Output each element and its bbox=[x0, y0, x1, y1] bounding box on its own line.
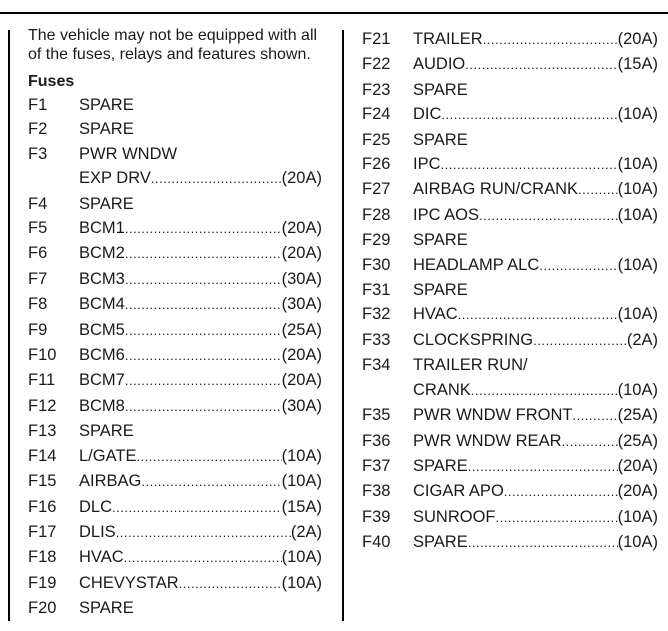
dot-leader bbox=[479, 204, 618, 228]
dot-leader bbox=[151, 167, 282, 191]
fuse-name: IPC AOS bbox=[413, 205, 480, 224]
fuse-description bbox=[79, 495, 322, 520]
fuse-name: BCM1 bbox=[79, 219, 125, 238]
fuse-row bbox=[28, 368, 322, 393]
fuse-description bbox=[79, 318, 322, 343]
fuse-description bbox=[79, 419, 322, 443]
fuse-amperage: (25A) bbox=[617, 406, 658, 425]
fuse-code: F30 bbox=[362, 255, 391, 274]
fuse-list-right bbox=[362, 27, 658, 556]
fuse-name: SPARE bbox=[79, 120, 134, 139]
dot-leader bbox=[125, 268, 282, 292]
fuse-row bbox=[28, 571, 322, 596]
fuse-code: F8 bbox=[28, 295, 48, 314]
left-column bbox=[28, 27, 322, 621]
fuse-line bbox=[79, 571, 322, 596]
fuse-row bbox=[28, 318, 322, 343]
fuse-description bbox=[413, 253, 658, 278]
fuse-description bbox=[79, 520, 322, 545]
fuse-description bbox=[413, 177, 658, 202]
fuse-name: CIGAR APO bbox=[413, 482, 504, 501]
fuse-amperage: (10A) bbox=[617, 255, 658, 274]
fuse-name: DLC bbox=[79, 497, 113, 516]
fuse-line bbox=[413, 479, 658, 504]
dot-leader bbox=[441, 153, 618, 177]
fuse-amperage: (10A) bbox=[617, 533, 658, 552]
column-divider bbox=[342, 30, 344, 621]
fuse-amperage: (10A) bbox=[281, 472, 322, 491]
fuse-row bbox=[362, 177, 658, 202]
fuse-name: SPARE bbox=[79, 599, 134, 618]
fuse-description bbox=[79, 394, 322, 419]
fuse-line bbox=[79, 292, 322, 317]
fuse-row bbox=[362, 505, 658, 530]
fuse-code: F2 bbox=[28, 120, 48, 139]
fuse-row bbox=[362, 203, 658, 228]
fuse-line bbox=[413, 102, 658, 127]
fuse-description bbox=[79, 142, 322, 192]
fuse-description bbox=[79, 469, 322, 494]
dot-leader bbox=[572, 404, 617, 428]
fuse-line bbox=[79, 545, 322, 570]
fuse-name: SPARE bbox=[413, 130, 468, 149]
fuse-line bbox=[79, 192, 322, 216]
fuse-code: F21 bbox=[362, 30, 391, 48]
fuse-row bbox=[362, 27, 658, 52]
fuse-code: F15 bbox=[28, 472, 57, 491]
fuse-line bbox=[79, 394, 322, 419]
fuse-description bbox=[79, 343, 322, 368]
fuse-line bbox=[79, 216, 322, 241]
fuse-line bbox=[413, 403, 658, 428]
dot-leader bbox=[441, 103, 617, 127]
fuse-name: SPARE bbox=[79, 194, 134, 213]
fuse-row bbox=[28, 93, 322, 117]
fuse-amperage: (20A) bbox=[281, 219, 322, 238]
fuse-description bbox=[79, 241, 322, 266]
fuse-row bbox=[362, 78, 658, 102]
fuse-line bbox=[413, 203, 658, 228]
dot-leader bbox=[125, 293, 282, 317]
dot-leader bbox=[125, 395, 282, 419]
fuse-amperage: (30A) bbox=[281, 269, 322, 288]
fuse-name: TRAILER bbox=[413, 30, 483, 48]
fuse-name: BCM2 bbox=[79, 244, 125, 263]
fuse-name: PWR WNDW bbox=[79, 144, 178, 163]
fuse-name: SPARE bbox=[413, 281, 468, 300]
fuse-code: F14 bbox=[28, 446, 57, 465]
fuse-description bbox=[413, 152, 658, 177]
fuse-amperage: (10A) bbox=[617, 105, 658, 124]
fuse-row bbox=[362, 530, 658, 555]
fuse-description bbox=[79, 596, 322, 620]
right-column bbox=[362, 27, 658, 556]
fuse-line bbox=[413, 353, 658, 377]
fuse-amperage: (15A) bbox=[281, 497, 322, 516]
fuse-name: BCM4 bbox=[79, 295, 125, 314]
top-rule bbox=[0, 12, 668, 14]
fuse-description bbox=[413, 429, 658, 454]
fuse-line bbox=[413, 378, 658, 403]
fuse-row bbox=[362, 328, 658, 353]
dot-leader bbox=[539, 254, 617, 278]
dot-leader bbox=[468, 455, 618, 479]
fuse-code: F29 bbox=[362, 231, 391, 250]
dot-leader bbox=[136, 445, 281, 469]
fuse-description bbox=[413, 353, 658, 403]
fuse-description bbox=[79, 216, 322, 241]
fuse-name: SPARE bbox=[79, 96, 134, 114]
fuse-code: F7 bbox=[28, 269, 48, 288]
fuse-row bbox=[362, 52, 658, 77]
fuse-amperage: (10A) bbox=[617, 380, 658, 399]
fuse-amperage: (2A) bbox=[626, 330, 658, 349]
fuse-name: CLOCKSPRING bbox=[413, 330, 534, 349]
fuse-line bbox=[79, 419, 322, 443]
intro-note: The vehicle may not be equipped with all of the fuses, relays and features shown. bbox=[28, 27, 318, 63]
dot-leader bbox=[125, 369, 282, 393]
fuse-code: F32 bbox=[362, 305, 391, 324]
fuse-row bbox=[28, 545, 322, 570]
fuse-code: F33 bbox=[362, 330, 391, 349]
fuse-name: BCM6 bbox=[79, 346, 125, 365]
fuse-name: AIRBAG RUN/CRANK bbox=[413, 180, 579, 199]
fuse-name: EXP DRV bbox=[79, 169, 151, 188]
fuse-line bbox=[413, 78, 658, 102]
fuse-code: F19 bbox=[28, 573, 57, 592]
fuse-line bbox=[79, 520, 322, 545]
fuse-name: DIC bbox=[413, 105, 442, 124]
fuse-name: CHEVYSTAR bbox=[79, 573, 179, 592]
fuse-row bbox=[28, 394, 322, 419]
fuse-amperage: (30A) bbox=[281, 396, 322, 415]
fuse-row bbox=[362, 278, 658, 302]
dot-leader bbox=[468, 531, 618, 555]
fuse-line bbox=[79, 318, 322, 343]
fuse-row bbox=[28, 192, 322, 216]
fuse-amperage: (10A) bbox=[281, 446, 322, 465]
dot-leader bbox=[125, 344, 282, 368]
fuse-code: F23 bbox=[362, 80, 391, 99]
fuse-code: F12 bbox=[28, 396, 57, 415]
fuse-line bbox=[413, 27, 658, 52]
fuse-amperage: (20A) bbox=[281, 169, 322, 188]
section-title: Fuses bbox=[28, 73, 75, 90]
fuse-description bbox=[79, 192, 322, 216]
dot-leader bbox=[578, 178, 618, 202]
fuse-line bbox=[413, 152, 658, 177]
dot-leader bbox=[465, 53, 617, 77]
fuse-code: F36 bbox=[362, 431, 391, 450]
fuse-amperage: (15A) bbox=[617, 55, 658, 74]
fuse-amperage: (10A) bbox=[617, 507, 658, 526]
fuse-code: F1 bbox=[28, 96, 48, 114]
fuse-description bbox=[413, 228, 658, 252]
dot-leader bbox=[112, 496, 282, 520]
fuse-row bbox=[28, 142, 322, 192]
fuse-description bbox=[79, 444, 322, 469]
fuse-description bbox=[79, 267, 322, 292]
fuse-name: SPARE bbox=[413, 533, 468, 552]
fuse-code: F27 bbox=[362, 180, 391, 199]
fuse-description bbox=[79, 368, 322, 393]
fuse-description bbox=[79, 292, 322, 317]
fuse-line bbox=[413, 530, 658, 555]
fuse-row bbox=[362, 228, 658, 252]
fuse-row bbox=[28, 117, 322, 141]
dot-leader bbox=[483, 28, 618, 52]
fuse-line bbox=[413, 253, 658, 278]
fuse-description bbox=[413, 203, 658, 228]
fuse-row bbox=[362, 479, 658, 504]
fuse-description bbox=[413, 78, 658, 102]
fuse-amperage: (25A) bbox=[281, 320, 322, 339]
fuse-row bbox=[28, 469, 322, 494]
dot-leader bbox=[561, 430, 617, 454]
fuse-name: SPARE bbox=[413, 231, 468, 250]
fuse-name: L/GATE bbox=[79, 446, 137, 465]
fuse-line bbox=[79, 495, 322, 520]
fuse-name: CRANK bbox=[413, 380, 471, 399]
fuse-description bbox=[79, 93, 322, 117]
fuse-description bbox=[413, 454, 658, 479]
fuse-code: F24 bbox=[362, 105, 391, 124]
dot-leader bbox=[471, 379, 618, 403]
fuse-row bbox=[362, 302, 658, 327]
fuse-code: F38 bbox=[362, 482, 391, 501]
fuse-name: SPARE bbox=[79, 422, 134, 441]
fuse-name: SPARE bbox=[413, 456, 468, 475]
fuse-amperage: (20A) bbox=[617, 456, 658, 475]
fuse-line bbox=[413, 429, 658, 454]
fuse-row bbox=[28, 343, 322, 368]
fuse-code: F10 bbox=[28, 346, 57, 365]
fuse-name: HVAC bbox=[79, 548, 124, 567]
fuse-line bbox=[413, 302, 658, 327]
fuse-line bbox=[413, 505, 658, 530]
fuse-row bbox=[28, 216, 322, 241]
dot-leader bbox=[533, 329, 627, 353]
fuse-list-left bbox=[28, 93, 322, 621]
fuse-code: F25 bbox=[362, 130, 391, 149]
fuse-name: PWR WNDW FRONT bbox=[413, 406, 573, 425]
fuse-line bbox=[79, 241, 322, 266]
fuse-description bbox=[413, 278, 658, 302]
fuse-name: HVAC bbox=[413, 305, 458, 324]
fuse-line bbox=[413, 278, 658, 302]
fuse-name: BCM8 bbox=[79, 396, 125, 415]
fuse-description bbox=[413, 102, 658, 127]
fuse-amperage: (10A) bbox=[617, 180, 658, 199]
fuse-code: F34 bbox=[362, 356, 391, 375]
fuse-code: F39 bbox=[362, 507, 391, 526]
fuse-description bbox=[413, 27, 658, 52]
fuse-description bbox=[79, 117, 322, 141]
fuse-line bbox=[79, 166, 322, 191]
fuse-line bbox=[79, 267, 322, 292]
left-margin-rule bbox=[8, 30, 10, 621]
fuse-line bbox=[79, 444, 322, 469]
fuse-amperage: (10A) bbox=[617, 205, 658, 224]
fuse-line bbox=[413, 228, 658, 252]
fuse-name: PWR WNDW REAR bbox=[413, 431, 562, 450]
fuse-name: SPARE bbox=[413, 80, 468, 99]
fuse-line bbox=[79, 368, 322, 393]
fuse-description bbox=[413, 328, 658, 353]
fuse-line bbox=[413, 52, 658, 77]
dot-leader bbox=[125, 217, 282, 241]
fuse-code: F20 bbox=[28, 599, 57, 618]
fuse-row bbox=[362, 102, 658, 127]
fuse-amperage: (20A) bbox=[617, 482, 658, 501]
fuse-row bbox=[28, 444, 322, 469]
fuse-amperage: (30A) bbox=[281, 295, 322, 314]
fuse-name: BCM5 bbox=[79, 320, 125, 339]
fuse-name: DLIS bbox=[79, 522, 116, 541]
fuse-description bbox=[413, 128, 658, 152]
dot-leader bbox=[179, 572, 282, 596]
fuse-code: F3 bbox=[28, 144, 48, 163]
fuse-line bbox=[79, 142, 322, 166]
fuse-name: IPC bbox=[413, 155, 441, 174]
fuse-line bbox=[79, 596, 322, 620]
fuse-description bbox=[79, 545, 322, 570]
fuse-description bbox=[79, 571, 322, 596]
fuse-code: F16 bbox=[28, 497, 57, 516]
fuse-line bbox=[79, 117, 322, 141]
fuse-code: F22 bbox=[362, 55, 391, 74]
fuse-row bbox=[362, 454, 658, 479]
fuse-code: F18 bbox=[28, 548, 57, 567]
fuse-amperage: (2A) bbox=[290, 522, 322, 541]
fuse-row bbox=[362, 152, 658, 177]
fuse-amperage: (20A) bbox=[617, 30, 658, 48]
fuse-description bbox=[413, 530, 658, 555]
fuse-row bbox=[362, 353, 658, 403]
fuse-row bbox=[28, 596, 322, 620]
fuse-code: F40 bbox=[362, 533, 391, 552]
fuse-name: BCM3 bbox=[79, 269, 125, 288]
fuse-code: F13 bbox=[28, 422, 57, 441]
fuse-name: BCM7 bbox=[79, 371, 125, 390]
fuse-row bbox=[362, 403, 658, 428]
fuse-line bbox=[79, 469, 322, 494]
fuse-description bbox=[413, 479, 658, 504]
dot-leader bbox=[141, 470, 281, 494]
fuse-code: F5 bbox=[28, 219, 48, 238]
fuse-amperage: (10A) bbox=[617, 305, 658, 324]
dot-leader bbox=[116, 521, 291, 545]
fuse-code: F37 bbox=[362, 456, 391, 475]
fuse-row bbox=[28, 241, 322, 266]
fuse-row bbox=[28, 495, 322, 520]
fuse-line bbox=[79, 343, 322, 368]
fuse-row bbox=[362, 253, 658, 278]
dot-leader bbox=[458, 303, 618, 327]
fuse-code: F26 bbox=[362, 155, 391, 174]
fuse-description bbox=[413, 52, 658, 77]
fuse-code: F31 bbox=[362, 281, 391, 300]
fuse-line bbox=[413, 328, 658, 353]
fuse-line bbox=[79, 93, 322, 117]
fuse-name: AIRBAG bbox=[79, 472, 142, 491]
fuse-amperage: (10A) bbox=[617, 155, 658, 174]
dot-leader bbox=[496, 506, 618, 530]
fuse-amperage: (10A) bbox=[281, 573, 322, 592]
fuse-code: F35 bbox=[362, 406, 391, 425]
fuse-row bbox=[28, 520, 322, 545]
fuse-name: AUDIO bbox=[413, 55, 466, 74]
fuse-code: F11 bbox=[28, 371, 56, 390]
fuse-row bbox=[28, 419, 322, 443]
fuse-code: F6 bbox=[28, 244, 48, 263]
dot-leader bbox=[125, 319, 282, 343]
fuse-code: F9 bbox=[28, 320, 48, 339]
fuse-amperage: (10A) bbox=[281, 548, 322, 567]
dot-leader bbox=[125, 242, 282, 266]
fuse-amperage: (20A) bbox=[281, 371, 322, 390]
fuse-name: TRAILER RUN/ bbox=[413, 356, 528, 375]
fuse-row bbox=[28, 267, 322, 292]
dot-leader bbox=[124, 546, 282, 570]
fuse-row bbox=[28, 292, 322, 317]
fuse-line bbox=[413, 454, 658, 479]
fuse-line bbox=[413, 128, 658, 152]
fuse-name: SUNROOF bbox=[413, 507, 496, 526]
fuse-description bbox=[413, 505, 658, 530]
fuse-code: F28 bbox=[362, 205, 391, 224]
fuse-row bbox=[362, 429, 658, 454]
fuse-code: F17 bbox=[28, 522, 57, 541]
fuse-code: F4 bbox=[28, 194, 48, 213]
fuse-description bbox=[413, 403, 658, 428]
fuse-name: HEADLAMP ALC bbox=[413, 255, 540, 274]
fuse-description bbox=[413, 302, 658, 327]
fuse-amperage: (20A) bbox=[281, 346, 322, 365]
fuse-amperage: (20A) bbox=[281, 244, 322, 263]
dot-leader bbox=[504, 480, 618, 504]
fuse-line bbox=[413, 177, 658, 202]
fuse-row bbox=[362, 128, 658, 152]
fuse-amperage: (25A) bbox=[617, 431, 658, 450]
